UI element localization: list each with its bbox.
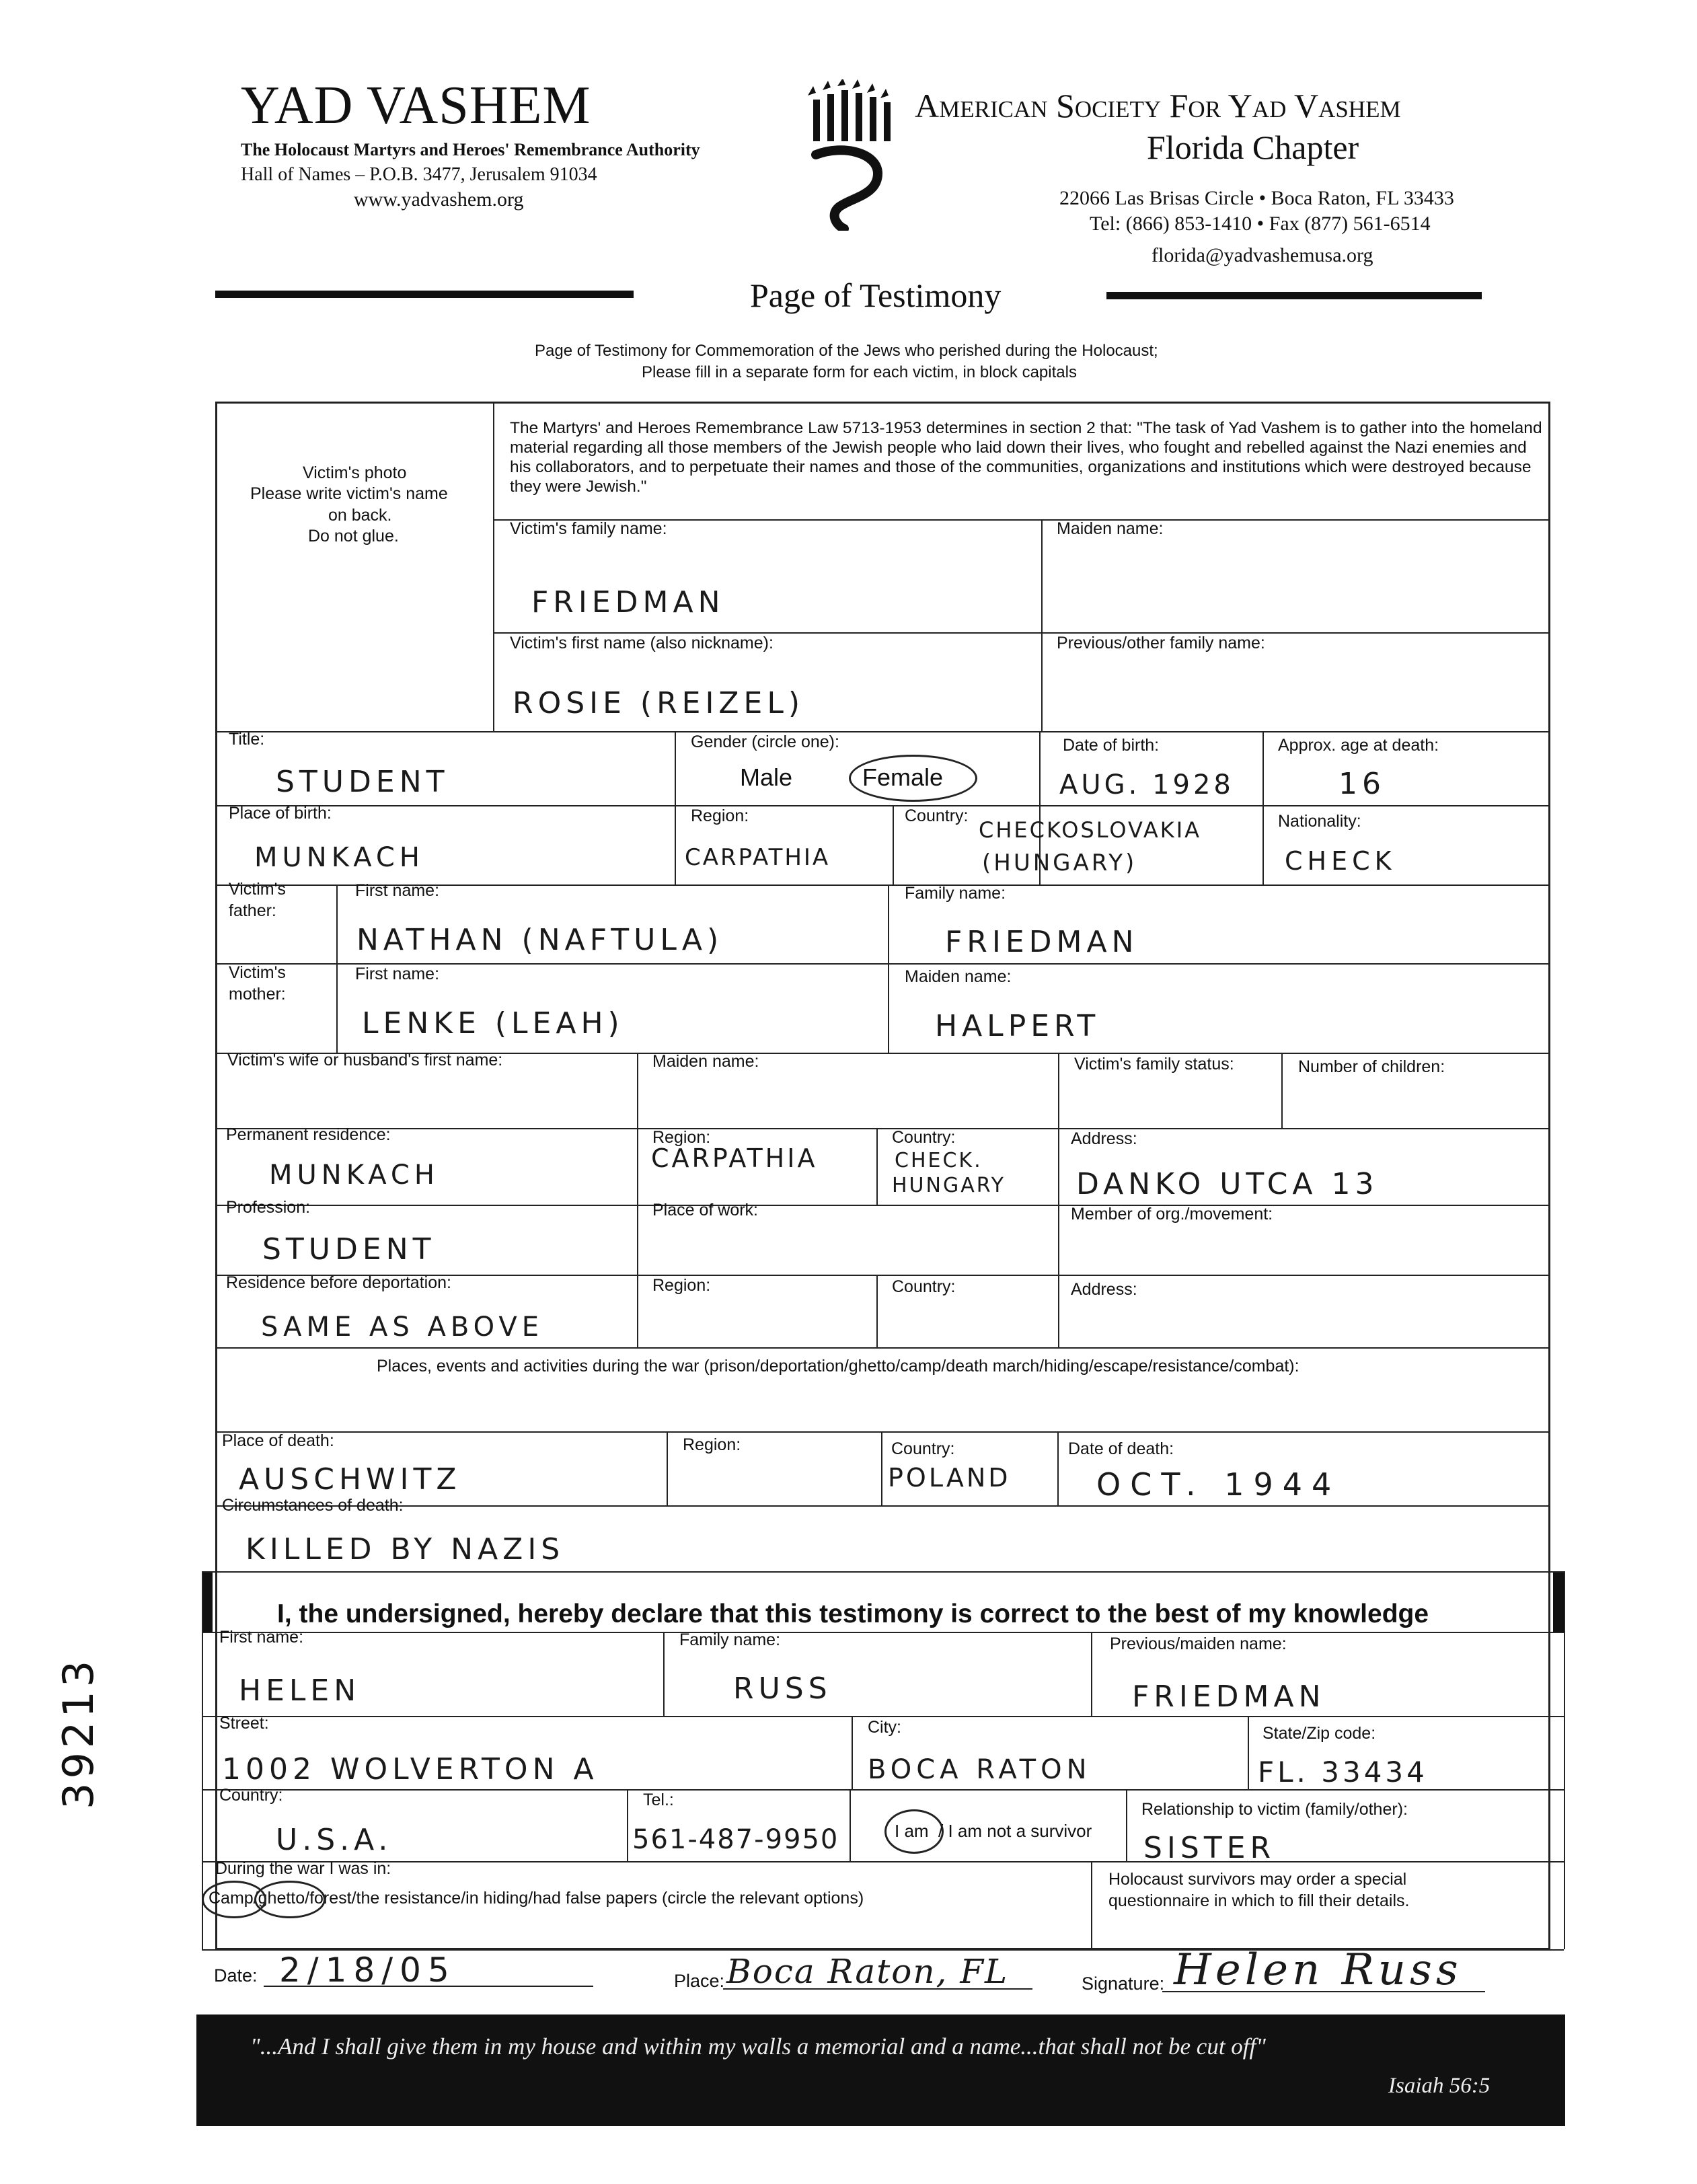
value-res-before: SAME AS ABOVE [261,1312,543,1343]
label-state-zip: State/Zip code: [1262,1724,1376,1743]
label-children: Number of children: [1298,1057,1445,1076]
label-age: Approx. age at death: [1278,736,1439,755]
label-dob: Date of birth: [1063,736,1160,755]
american-society-title: American Society For Yad Vashem [915,87,1401,124]
footer-quote: "...And I shall give them in my house and within my walls a memorial and a name...that shall not be cut off" [250,2033,1266,2060]
chapter-address: 22066 Las Brisas Circle • Boca Raton, FL 33433 [1059,187,1454,209]
chapter-phone: Tel: (866) 853-1410 • Fax (877) 561-6514 [1090,213,1431,235]
value-father-first: NATHAN (NAFTULA) [356,923,724,957]
value-age: 16 [1338,767,1386,801]
side-number: 39213 [54,1656,103,1809]
label-signature: Signature: [1082,1973,1165,1994]
survivors-note-1: Holocaust survivors may order a special [1108,1870,1407,1889]
photo-box-line-2: Please write victim's name [250,484,448,503]
label-father-family: Family name: [905,884,1006,903]
label-father-a: Victim's [229,880,286,899]
value-circumstances: KILLED BY NAZIS [246,1532,565,1567]
value-pob-country-1: CHECKOSLOVAKIA [979,817,1202,843]
label-date: Date: [214,1965,258,1986]
label-res-country: Country: [892,1128,956,1147]
photo-box-line-1: Victim's photo [303,463,407,482]
label-mother-first: First name: [355,965,440,983]
value-title: STUDENT [276,765,449,799]
gender-female-circle [849,755,977,802]
label-profession: Profession: [226,1198,311,1217]
survivors-note-2: questionnaire in which to fill their details. [1108,1891,1410,1910]
label-place: Place: [674,1971,725,1991]
declaration-text: I, the undersigned, hereby declare that this testimony is correct to the best of my knowledge [277,1599,1429,1628]
label-family-name: Victim's family name: [510,519,667,538]
gender-female: Female [862,763,944,791]
label-relationship: Relationship to victim (family/other): [1141,1800,1408,1819]
label-mother-maiden: Maiden name: [905,967,1012,986]
label-father-first: First name: [355,881,440,900]
label-sub-first: First name: [219,1628,304,1647]
label-pob: Place of birth: [229,804,332,823]
label-gender: Gender (circle one): [691,732,839,751]
value-pob: MUNKACH [254,842,424,873]
title-rule-left [215,291,634,298]
value-signature: Helen Russ [1174,1945,1462,1995]
label-maiden-name: Maiden name: [1057,519,1164,538]
label-mother-b: mother: [229,985,286,1004]
value-dob: AUG. 1928 [1059,769,1234,800]
label-death-region: Region: [683,1435,741,1454]
label-place-of-work: Place of work: [652,1201,759,1219]
label-sub-country: Country: [219,1786,283,1805]
yad-vashem-logo [804,79,898,231]
value-sub-family: RUSS [733,1671,832,1706]
gender-male: Male [740,763,793,791]
label-permanent-residence: Permanent residence: [226,1125,391,1144]
website-left: www.yadvashem.org [354,188,524,211]
value-date: 2/18/05 [279,1951,456,1990]
value-family-name: FRIEDMAN [531,585,725,619]
value-sub-state: FL. 33434 [1258,1756,1428,1788]
footer-quote-band [196,2014,1565,2126]
chapter-email: florida@yadvashemusa.org [1152,244,1373,266]
value-mother-first: LENKE (LEAH) [362,1006,624,1041]
value-sub-tel: 561-487-9950 [632,1824,839,1855]
label-mother-a: Victim's [229,963,286,982]
label-death-country: Country: [891,1439,955,1458]
label-res-region: Region: [652,1128,711,1147]
label-sub-family: Family name: [679,1630,781,1649]
label-family-status: Victim's family status: [1074,1055,1234,1074]
label-father-b: father: [229,901,276,920]
survivor-i-am-circle [884,1809,944,1854]
value-pob-country-2: (HUNGARY) [982,850,1137,876]
label-spouse-maiden: Maiden name: [652,1052,759,1071]
label-nationality: Nationality: [1278,812,1361,831]
label-prev-family: Previous/other family name: [1057,634,1265,652]
value-first-name: ROSIE (REIZEL) [513,686,805,720]
label-first-name: Victim's first name (also nickname): [510,634,774,652]
label-city: City: [868,1718,901,1737]
page-title: Page of Testimony [750,276,1002,314]
value-father-family: FRIEDMAN [945,925,1139,959]
value-pob-region: CARPATHIA [685,844,831,871]
photo-box-line-4: Do not glue. [308,527,399,545]
subtitle-line-1: Page of Testimony for Commemoration of the Jews who perished during the Holocaust; [535,342,1158,360]
value-sub-street: 1002 WOLVERTON A [222,1752,599,1786]
label-place-of-death: Place of death: [222,1431,334,1450]
florida-chapter: Florida Chapter [1147,128,1359,166]
value-sub-prev: FRIEDMAN [1132,1680,1326,1714]
value-residence: MUNKACH [269,1160,439,1191]
value-profession: STUDENT [262,1232,436,1267]
value-res-country-2: HUNGARY [892,1174,1006,1197]
label-sub-tel: Tel.: [643,1791,674,1809]
value-mother-maiden: HALPERT [935,1009,1100,1043]
label-country-birth: Country: [905,806,969,825]
value-date-of-death: OCT. 1944 [1096,1466,1341,1503]
value-sub-relationship: SISTER [1143,1831,1276,1865]
label-res-address: Address: [1071,1129,1137,1148]
label-before-address: Address: [1071,1280,1137,1299]
value-sub-country: U.S.A. [276,1823,393,1857]
label-title: Title: [229,730,265,749]
label-circumstances: Circumstances of death: [222,1496,404,1515]
label-before-region: Region: [652,1276,711,1295]
label-sub-prev: Previous/maiden name: [1110,1634,1287,1653]
law-text: The Martyrs' and Heroes Remembrance Law 5713-1953 determines in section 2 that: "The task of Yad Vashem is to gather into the homeland material regarding all those members of the Jewish people who laid down their lives, who fought and rebelled against the Nazi enemies and his collaborators, and to perpetuate their names and those of the communities, organizations and institutions which were destroyed because they were Jewish." [510,419,1542,496]
value-nationality: CHECK [1285,846,1396,876]
photo-box-line-3: on back. [328,506,392,525]
value-res-country-1: CHECK. [895,1149,983,1172]
yad-vashem-title: YAD VASHEM [241,76,591,135]
label-during-war: During the war I was in: [215,1859,391,1878]
label-date-of-death: Date of death: [1068,1439,1174,1458]
value-res-region: CARPATHIA [651,1143,818,1173]
survivor-am-not: / I am not a survivor [938,1821,1092,1841]
value-res-address: DANKO UTCA 13 [1076,1167,1379,1201]
value-sub-city: BOCA RATON [868,1754,1092,1785]
value-place-of-death: AUSCHWITZ [239,1462,461,1497]
war-option-ghetto-circle [254,1881,326,1918]
authority-line: The Holocaust Martyrs and Heroes' Remembrance Authority [241,140,700,159]
label-res-before: Residence before deportation: [226,1273,451,1292]
label-war-options: Camp/ghetto/forest/the resistance/in hiding/had false papers (circle the relevant options) [209,1889,864,1908]
survivor-i-am: I am [895,1821,929,1841]
hall-of-names-line: Hall of Names – P.O.B. 3477, Jerusalem 91034 [241,164,597,185]
title-rule-right [1106,292,1482,299]
label-street: Street: [219,1714,269,1733]
label-places-events: Places, events and activities during the war (prison/deportation/ghetto/camp/death march/hiding/escape/resistance/combat): [377,1357,1299,1376]
value-place: Boca Raton, FL [726,1952,1009,1991]
value-sub-first: HELEN [239,1673,361,1708]
footer-quote-source: Isaiah 56:5 [1388,2074,1491,2098]
label-before-country: Country: [892,1277,956,1296]
subtitle-line-2: Please fill in a separate form for each victim, in block capitals [642,363,1077,381]
label-spouse: Victim's wife or husband's first name: [227,1051,503,1069]
label-region-birth: Region: [691,806,749,825]
value-death-country: POLAND [888,1463,1011,1493]
label-member: Member of org./movement: [1071,1205,1273,1223]
